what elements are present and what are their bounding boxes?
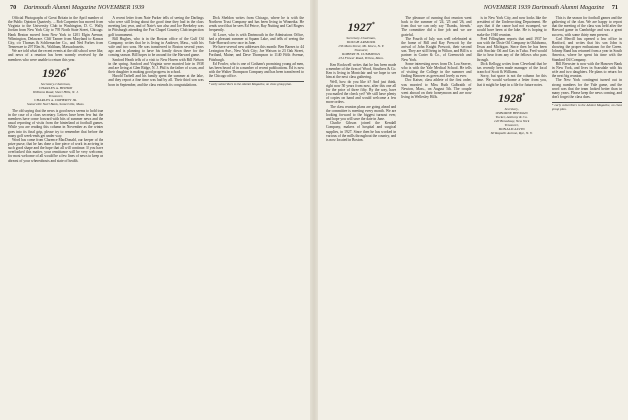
paragraph: The class reunion plans are going ahead and the committee is meeting every month. We are looking forward to the biggest turnout ever, and hope you will save the date in June. (326, 104, 397, 122)
left-running-date: NOVEMBER 1939 (97, 4, 145, 11)
paragraph: This is the season for football games and the gathering of the clan. We are happy to report that the meeting of the class was held after the Harvard game in Cambridge and was a great success, with some thirty men present. (551, 16, 622, 37)
paragraph: The pleasure of running that reunion went back to the summer of '24, '25 and '26, and from that we can only say 'Thanks, friends.' The committee did a fine job and we are grateful. (401, 16, 472, 37)
class-1928-marker: * (522, 92, 526, 99)
paragraph: Word has come from Clarence MacDonald, our keeper of the prize purse, that he has done a fine piece of work in arriving in such good shape and the hope that all will continue. If you have overlooked this matter, your remittance will be very welcome, for most welcome of all would be a few lines of news to keep us abreast of your whereabouts and state of health. (8, 137, 104, 163)
paragraph: Official Photographs of Great Britain in the April number of the Public Opinion Quarterly. ... Bob Carpenter has moved from Virginia to the University Club in Washington, D. C. Wally Jordan from New York City to 795 North State Street, Chicago. Hank Beaton moved from New York to 1201 Elgin Avenue, Wilmington, Delaware. Cliff Tanner from Maryland to Kansas City, c/o Thomas & Schliemacher Co., and Ned Forbes from Tennessee to 297 Elm St., Waltham, Massachusetts. (8, 16, 104, 50)
right-page (318, 0, 628, 420)
paragraph: Charlie Gibson joined the Kendall Company, makers of hospital and surgical supplies, in 1927. Since then he has worked in various of the mills throughout the country, and is now located in Boston. (326, 121, 397, 142)
paragraph: Al Lowe, who is with Dartmouth in the Admissions Office, had a pleasant summer at Squam Lake, and tells of seeing the Yale-Harvard crew race in June. (208, 32, 304, 45)
right-columns (326, 16, 622, 416)
paragraph: Carl Merrill has opened a law office in Hartford, and writes that his son John is showing the proper enthusiasm for the Green. Johnny Rand has returned from a year in South America, where he spent his time with the Standard Oil Company. (551, 36, 622, 62)
paragraph: Dick Sheldon writes from Chicago, where he is with the Northern Trust Company and has been living in Winnetka. He sends word that he sees Ed Peirce, Ray Nutting and Carl Rogers frequently. (208, 16, 304, 33)
paragraph: Doc Kaiser, class athlete of the first order, was married to Miss Ruth Galbraith of Newton, Mass., on August 5th. The couple went abroad on their honeymoon and are now living in Wellesley Hills. (401, 78, 472, 99)
paragraph: is in New York City, and now looks like the president of the Underwriting Department. He says that if the canoe had not swamped, we would have been at the lake. He is hoping to make the 1940 reunion. (476, 16, 547, 37)
right-running-head (328, 4, 618, 13)
class-1928-officers: Secretary, OSBORNE BEEMAN Tucker, Anthony & Co. 120 Broadway, New York Treasurer, DONALD ALVIN 60 Rapallo Avenue, Rye, N. Y. (490, 106, 533, 135)
left-columns (8, 16, 304, 416)
right-footnote: * early subscribers to the Alumni Magazine, on class group plan. (551, 103, 622, 111)
left-column-2 (108, 16, 203, 416)
paragraph: We have several new addresses this month: Ben Barnes to 44 Lexington Ave., New York City; Joe Watson to 23 Oak Street, Portland, Maine; and Dave Thompson to 1140 Fifth Avenue, Pittsburgh. (208, 45, 304, 62)
class-1927-heading: 1927* (347, 20, 375, 34)
right-column-3 (477, 16, 547, 416)
paragraph: The Fourth of July was well celebrated at the home of Bill and Kay Prescott by the arrival of John Knight Prescott, their second son. They are still living in Wilton, and Bill is a partner in Carter & Co., of Greenwich and New York. (401, 36, 472, 62)
paragraph: Bill Hughes, who is in the Boston office of the Gulf Oil Company, writes that he is living in Andover, Mass., with his wife and two sons. He was transferred to Boston several years ago and is planning to have his family down there for the coming season. Bill hopes to be around for the Harvard game. (108, 36, 204, 58)
paragraph: Bill Brewster is now with the Hanover Bank in New York, and lives in Scarsdale with his wife and two daughters. He plans to return for the next big reunion. (551, 61, 622, 79)
class-1927-officers: Secretary-Chairman, DOUGH ARMOUR 136 Main Street, Mt. Kisco, N. Y. Treasurer, ROBERT H. CUMMINGS 234 Flower Road, Yellow, Mass. (338, 36, 385, 60)
right-page-number: 71 (611, 4, 618, 11)
paragraph: Harold Tarbell and his family spent the summer at the lake, and they report a fine time was had by all. Their third son was born in September, and the class extends its congratulations. (108, 74, 204, 87)
left-footnote: * early subscribers to the Alumni Magazine, on class group plan. (209, 81, 304, 87)
right-running-date: NOVEMBER 1939 (483, 4, 531, 11)
left-running-head (10, 4, 300, 13)
left-column-3 (209, 16, 304, 416)
paragraph: Some interesting news from Dr. Lou Seaver, who is with the Yale Medical School. He tells of visiting the College in the summer and finding Hanover as green and lovely as ever. (401, 61, 472, 79)
paragraph: Sorry, but space is not the column for this time. We would welcome a letter from you, that it might be kept in a file for future notes. (476, 74, 547, 87)
paragraph: Well, how do you like it? And just think, right now 50 years from now, after this one all for the price of three fifty. By the way, have you mailed the check yet? We still have plenty of copies on hand and would welcome a few more orders. (326, 79, 397, 105)
paragraph: A recent letter from Nate Parker tells of seeing the Darlings who were still living about the good time they had in the class meeting last year, and of Nate's son also and Joe Beekeley was in Pittsburgh attending the Fox Chapel Country Club inspection golf tournament. (108, 16, 204, 37)
paragraph: The New York contingent turned out in strong numbers for the Yale game, and the word was that the team looked better than in many years. Please keep the news coming, and don't forget the class dues. (551, 78, 622, 99)
right-column-1 (326, 16, 396, 416)
class-1926-heading: 1926* (42, 65, 70, 80)
paragraph: Ken Rockwell writes that he has been made a member of the firm of Wood, Struthers & Co. Ken is living in Montclair and we hope to see him at the next class gathering. (326, 63, 397, 80)
paragraph: The old saying that the news is good news seems to hold true in the case of a class secretary. Letters have been few but the members have come forward with bits of summer news and the usual reporting of visits from the hinterland at football games. While you are reading this column in November as the winter goes into its final grip, please try to remember that before the many golf week-ends get under way. (8, 108, 104, 138)
page-gutter (310, 0, 318, 420)
left-running-title: Dartmouth Alumni Magazine (23, 4, 97, 11)
paragraph: Ed Fowler, who is one of Gotham's promising young ad men, has been heard of in a number of recent publications. Ed is now with the Walter Thompson Company and has been transferred to the Chicago office. (208, 61, 304, 79)
class-1926-marker: * (66, 67, 70, 74)
class-1926-officers: Secretary-Chairman, CHARLES A. BISHOP Williams Road, Short Hills, N. J. Treasurer, CHARLES A. DOHERTY JR. Somerville Nat'l Bank, Somerville, Mass. (26, 81, 85, 106)
right-running-title: Dartmouth Alumni Magazine (531, 4, 605, 11)
paragraph: Sanford Heath tells of a visit to New Haven with Bill Nelson in the spring. Sanford and Virginia were married late in 1938 and are living at Glen Ridge, N. J. Phil is the father of a son, and their daughter is making good progress in school. (108, 57, 204, 75)
class-1928-heading: 1928* (498, 90, 526, 105)
left-column-1 (8, 16, 103, 416)
paragraph: Dick Kellogg writes from Cleveland that he has recently been made manager of the local branch of Scott & Williams. (476, 61, 547, 75)
class-1927-marker: * (371, 22, 375, 28)
paragraph: Fred Fillingham reports that until 1937 he was with the Dixie Oil Company in Oklahoma, Texas and Michigan. Since then he has been with Sinclair Oil and Gas in Tulsa. Fred would like to hear from any of the fellows who pass through. (476, 36, 547, 62)
left-page (0, 0, 310, 420)
left-page-number: 70 (10, 4, 17, 11)
right-column-2 (401, 16, 471, 416)
paragraph: We are told what the recent events at the old school were like, and news of a reunion has been warmly received by the members who were unable to return this year. (8, 49, 104, 62)
right-column-4 (552, 16, 622, 416)
